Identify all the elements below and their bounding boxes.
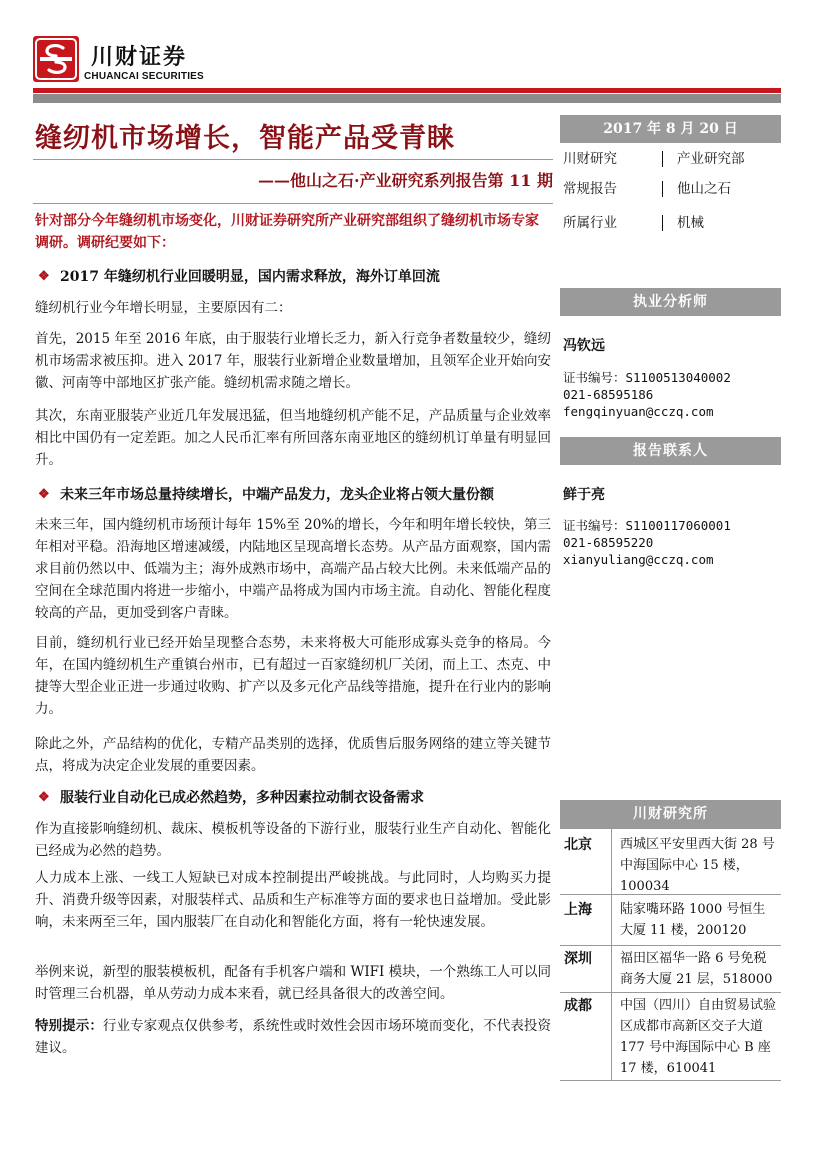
section-heading-1 [38,266,554,286]
office-row [560,834,781,892]
meta-key: 所属行业 [563,215,617,231]
table-divider [560,992,781,993]
section-heading-3 [38,787,554,807]
analyst-email[interactable]: fengqinyuan@cczq.com [563,404,714,419]
section-heading-text: 未来三年市场总量持续增长，中端产品发力，龙头企业将占领大量份额 [60,487,494,503]
paragraph: 举例来说，新型的服装模板机，配备有手机客户端和 WIFI 模块，一个熟练工人可以同时管理三台机器，单从劳动力成本来看，就已经具备很大的改善空间。 [35,964,551,1002]
meta-row [563,212,779,234]
paragraph: 除此之外，产品结构的优化，专精产品类别的选择，优质售后服务网络的建立等关键节点，将成为决定企业发展的重要因素。 [35,736,551,774]
paragraph: 未来三年，国内缝纫机市场预计每年 15%至 20%的增长，今年和明年增长较快，第三年相对平稳。沿海地区增速减缓，内陆地区呈现高增长态势。从产品方面观察，国内需求目前仍然以中、低端为主；海外成熟市场中，高端产品占较大比例。未来低端产品的空间在全球范围内将进一步缩小，中端产品将成为国内市场主流。自动化、智能化程度较高的产品，更加受到客户青睐。 [35,517,551,621]
institute-header: 川财研究所 [560,800,781,828]
meta-row [563,178,779,200]
analyst-phone: 021-68595186 [563,387,654,402]
meta-separator [662,151,663,167]
contact-name: 鲜于亮 [563,487,605,503]
contact-cert: 证书编号：S1100117060001 [563,518,731,533]
table-divider [560,945,781,946]
meta-row [563,148,779,170]
contact-header: 报告联系人 [560,437,781,465]
office-row [560,948,781,992]
section-heading-text: 服装行业自动化已成必然趋势，多种因素拉动制衣设备需求 [60,790,424,806]
meta-value: 机械 [677,215,704,231]
analyst-header: 执业分析师 [560,288,781,316]
header-red-rule [33,88,781,93]
office-city: 北京 [564,837,592,853]
office-row [560,995,781,1079]
analyst-name: 冯钦远 [563,338,605,354]
contact-phone: 021-68595220 [563,535,654,550]
table-divider [560,1080,781,1081]
table-divider [560,894,781,895]
chuancai-logo-icon [33,36,79,82]
paragraph: 人力成本上涨、一线工人短缺已对成本控制提出严峻挑战。与此同时，人均购买力提升、消费升级等因素，对服装样式、品质和生产标准等方面的要求也日益增加。受此影响，未来两至三年，国内服装厂在自动化和智能化方面，将有一轮快速发展。 [35,870,551,930]
office-address: 西城区平安里西大街 28 号中海国际中心 15 楼，100034 [620,837,775,894]
office-row [560,899,781,943]
office-address: 中国（四川）自由贸易试验区成都市高新区交子大道 177 号中海国际中心 B 座 17 楼，610041 [620,998,777,1076]
intro-summary: 针对部分今年缝纫机市场变化，川财证券研究所产业研究部组织了缝纫机市场专家调研。调研纪要如下： [35,213,539,251]
meta-separator [662,215,663,231]
office-city: 上海 [564,902,592,918]
diamond-bullet-icon: ❖ [38,268,50,284]
special-note-label: 特别提示： [35,1018,103,1034]
special-note-text: 行业专家观点仅供参考，系统性或时效性会因市场环境而变化，不代表投资建议。 [35,1018,551,1056]
table-column-divider [611,828,612,1080]
paragraph: 目前，缝纫机行业已经开始呈现整合态势，未来将极大可能形成寡头竞争的格局。今年，在国内缝纫机生产重镇台州市，已有超过一百家缝纫机厂关闭，而上工、杰克、中捷等大型企业正进一步通过收购、扩产以及多元化产品线等措施，提升在行业内的影响力。 [35,635,551,717]
report-title: 缝纫机市场增长，智能产品受青睐 [35,123,455,154]
special-note [35,1015,551,1059]
table-divider [560,828,781,829]
report-subtitle: ——他山之石·产业研究系列报告第 11 期 [258,171,553,190]
report-date: 2017 年 8 月 20 日 [560,115,781,143]
meta-key: 川财研究 [563,151,617,167]
paragraph: 其次，东南亚服装产业近几年发展迅猛，但当地缝纫机产能不足，产品质量与企业效率相比中国仍有一定差距。加之人民币汇率有所回落东南亚地区的缝纫机订单量有明显回升。 [35,408,551,468]
paragraph: 作为直接影响缝纫机、裁床、模板机等设备的下游行业，服装行业生产自动化、智能化已经成为必然的趋势。 [35,821,551,859]
subtitle-divider [33,203,553,204]
meta-value: 产业研究部 [677,151,745,167]
office-city: 成都 [564,998,592,1014]
brand-name-en: CHUANCAI SECURITIES [84,71,204,82]
title-divider [33,159,553,160]
meta-key: 常规报告 [563,181,617,197]
meta-separator [662,181,663,197]
diamond-bullet-icon: ❖ [38,486,50,502]
brand-name-cn: 川财证券 [91,45,188,70]
brand-logo [33,36,79,82]
diamond-bullet-icon: ❖ [38,789,50,805]
section-heading-2 [38,484,554,504]
meta-value: 他山之石 [677,181,731,197]
office-city: 深圳 [564,951,592,967]
header-grey-rule [33,94,781,103]
office-address: 陆家嘴环路 1000 号恒生大厦 11 楼，200120 [620,902,766,938]
paragraph: 缝纫机行业今年增长明显，主要原因有二： [35,300,292,316]
office-address: 福田区福华一路 6 号免税商务大厦 21 层，518000 [620,951,773,987]
contact-email[interactable]: xianyuliang@cczq.com [563,552,714,567]
section-heading-text: 2017 年缝纫机行业回暖明显，国内需求释放，海外订单回流 [60,269,440,285]
paragraph: 首先，2015 年至 2016 年底，由于服装行业增长乏力，新入行竞争者数量较少，缝纫机市场需求被压抑。进入 2017 年，服装行业新增企业数量增加，且领军企业开始向安徽、河南等中部地区扩张产能。缝纫机需求随之增长。 [35,331,551,391]
analyst-cert: 证书编号：S1100513040002 [563,370,731,385]
